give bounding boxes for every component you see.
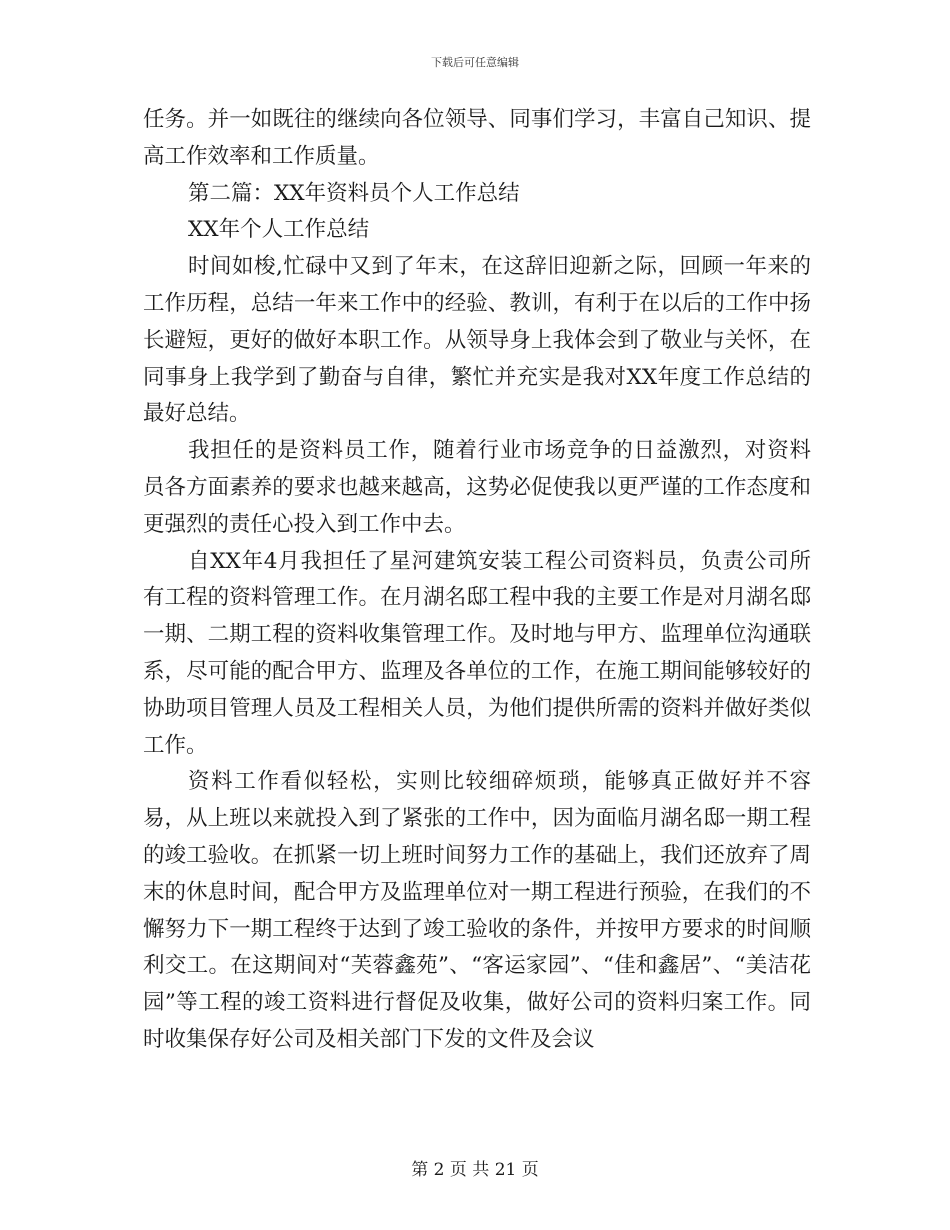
- document-title: XX年个人工作总结: [188, 217, 370, 243]
- page-header: 下载后可任意编辑: [431, 56, 519, 69]
- paragraph: 资料工作看似轻松，实则比较细碎烦琐，能够真正做好并不容易，从上班以来就投入到了紧张的工作中，因为面临月湖名邸一期工程的竣工验收。在抓紧一切上班时间努力工作的基础上，我们还放弃了周末的休息时间，配合甲方及监理单位对一期工程进行预验，在我们的不懈努力下一期工程终于达到了竣工验收的条件，并按甲方要求的时间顺利交工。在这期间对“芙蓉鑫苑”、“客运家园”、“佳和鑫居”、“美洁花园”等工程的竣工资料进行督促及收集，做好公司的资料归案工作。同时收集保存好公司及相关部门下发的文件及会议: [143, 769, 811, 1052]
- document-body: [143, 102, 811, 1059]
- paragraph: 任务。并一如既往的继续向各位领导、同事们学习，丰富自己知识、提高工作效率和工作质量。: [143, 107, 811, 169]
- section-heading: 第二篇：XX年资料员个人工作总结: [188, 180, 520, 206]
- paragraph: 我担任的是资料员工作，随着行业市场竞争的日益激烈，对资料员各方面素养的要求也越来越高，这势必促使我以更严谨的工作态度和更强烈的责任心投入到工作中去。: [143, 438, 811, 537]
- paragraph: 时间如梭,忙碌中又到了年末，在这辞旧迎新之际，回顾一年来的工作历程，总结一年来工作中的经验、教训，有利于在以后的工作中扬长避短，更好的做好本职工作。从领导身上我体会到了敬业与关怀，在同事身上我学到了勤奋与自律，繁忙并充实是我对XX年度工作总结的最好总结。: [143, 254, 811, 427]
- paragraph: 自XX年4月我担任了星河建筑安装工程公司资料员，负责公司所有工程的资料管理工作。在月湖名邸工程中我的主要工作是对月湖名邸一期、二期工程的资料收集管理工作。及时地与甲方、监理单位沟通联系，尽可能的配合甲方、监理及各单位的工作，在施工期间能够较好的协助项目管理人员及工程相关人员，为他们提供所需的资料并做好类似工作。: [143, 548, 811, 758]
- page-number: 第 2 页 共 21 页: [411, 1160, 539, 1180]
